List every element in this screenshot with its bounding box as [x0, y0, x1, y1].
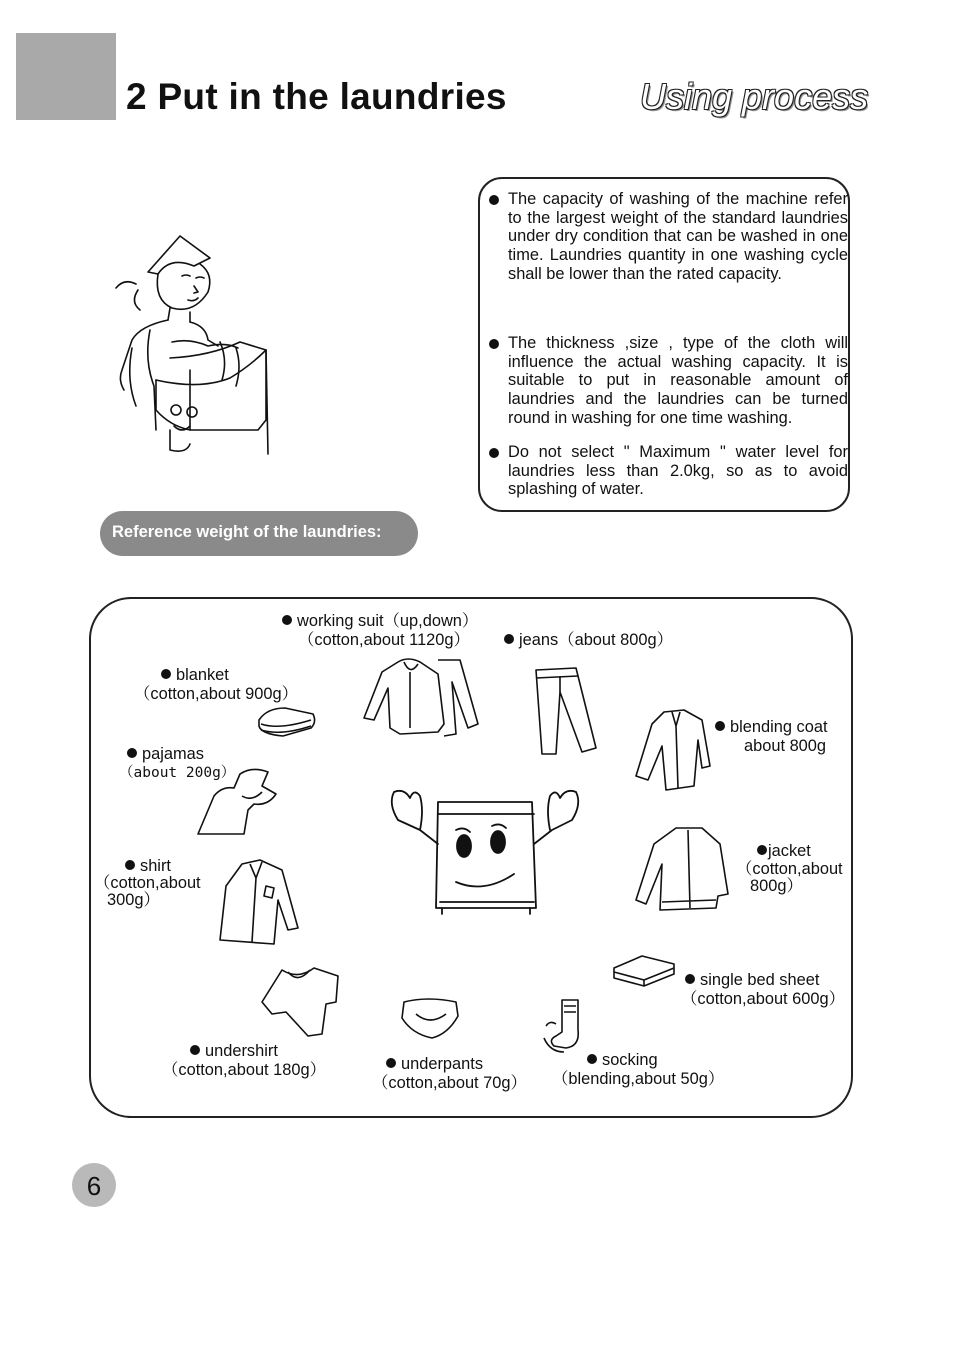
item-name: pajamas: [142, 745, 204, 763]
item-blending-coat: [715, 718, 828, 756]
bullet-icon: [127, 748, 137, 758]
bullet-icon: [161, 669, 171, 679]
item-name: shirt: [140, 857, 171, 875]
item-socking: [552, 1051, 724, 1089]
item-name: jeans（about 800g）: [519, 631, 673, 649]
item-name: underpants: [401, 1055, 484, 1073]
item-detail: （cotton,about: [94, 874, 201, 892]
item-detail: （cotton,about: [736, 859, 843, 878]
bullet-icon: [386, 1058, 396, 1068]
item-detail: 300g）: [107, 891, 160, 909]
bullet-icon: [504, 634, 514, 644]
bullet-icon: [587, 1054, 597, 1064]
capacity-notes-box: [478, 177, 850, 512]
reference-weight-label: [100, 511, 418, 556]
bullet-icon: [685, 974, 695, 984]
item-detail: 800g）: [750, 877, 803, 895]
item-jeans: [504, 631, 673, 650]
item-detail: （cotton,about 600g）: [681, 990, 846, 1008]
note-item-water-level: [508, 443, 848, 499]
pajamas-icon: [192, 766, 282, 838]
item-underpants: [372, 1055, 527, 1093]
socks-icon: [540, 996, 588, 1056]
item-detail: （cotton,about 1120g）: [298, 631, 470, 649]
jeans-icon: [530, 664, 602, 756]
section-subtitle: Using process: [640, 76, 869, 117]
item-detail: （about 200g）: [119, 765, 236, 781]
working-suit-icon: [360, 654, 485, 744]
item-name: blending coat: [730, 718, 828, 736]
jacket-icon: [632, 824, 732, 914]
woman-loading-washer-illustration: [110, 230, 280, 460]
item-name: jacket: [768, 842, 811, 860]
note-text: The thickness ,size , type of the cloth will influence the actual washing capacity. It is suitable to put in reasonable amount of laundries and the laundries can be turned round in washing for one time washing.: [508, 334, 848, 427]
bullet-icon: [489, 339, 499, 349]
item-shirt: [94, 858, 201, 909]
item-name: undershirt: [205, 1042, 278, 1060]
item-working-suit: [282, 612, 478, 650]
item-name: single bed sheet: [700, 971, 820, 989]
bullet-icon: [489, 195, 499, 205]
item-jacket: [736, 843, 843, 896]
underpants-icon: [398, 994, 462, 1042]
page-title: 2 Put in the laundries: [126, 76, 507, 117]
note-text: The capacity of washing of the machine refer to the largest weight of the standard laundries under dry condition that can be washed in one time. Laundries quantity in one washing cycle shall be lower than the rated capacity.: [508, 190, 848, 283]
undershirt-icon: [258, 962, 342, 1038]
item-name: working suit（up,down）: [297, 612, 479, 630]
bullet-icon: [715, 721, 725, 731]
item-name: blanket: [176, 666, 229, 684]
bullet-icon: [190, 1045, 200, 1055]
bullet-icon: [282, 615, 292, 625]
item-detail: （cotton,about 900g）: [134, 685, 299, 703]
header-gray-block: [16, 33, 116, 120]
note-item-capacity: [508, 190, 848, 284]
page-number-badge: [72, 1163, 116, 1207]
bullet-icon: [489, 448, 499, 458]
item-single-bed-sheet: [681, 971, 845, 1009]
blanket-icon: [255, 704, 319, 742]
note-text: Do not select " Maximum " water level for laundries less than 2.0kg, so as to avoid splashing of water.: [508, 443, 848, 499]
shirt-icon: [212, 856, 304, 948]
item-blanket: [134, 666, 298, 704]
note-item-thickness: [508, 334, 848, 428]
item-detail: about 800g: [744, 737, 827, 755]
bullet-icon: [757, 845, 767, 855]
washer-mascot-illustration: [384, 784, 584, 920]
item-undershirt: [162, 1042, 326, 1080]
reference-weight-text: Reference weight of the laundries:: [112, 523, 382, 541]
bullet-icon: [125, 860, 135, 870]
page-number: 6: [86, 1171, 102, 1201]
item-detail: （cotton,about 70g）: [372, 1074, 527, 1092]
item-detail: （blending,about 50g）: [552, 1070, 725, 1088]
item-name: socking: [602, 1051, 658, 1069]
bed-sheet-icon: [608, 950, 680, 990]
blending-coat-icon: [632, 706, 714, 792]
item-detail: （cotton,about 180g）: [162, 1061, 327, 1079]
